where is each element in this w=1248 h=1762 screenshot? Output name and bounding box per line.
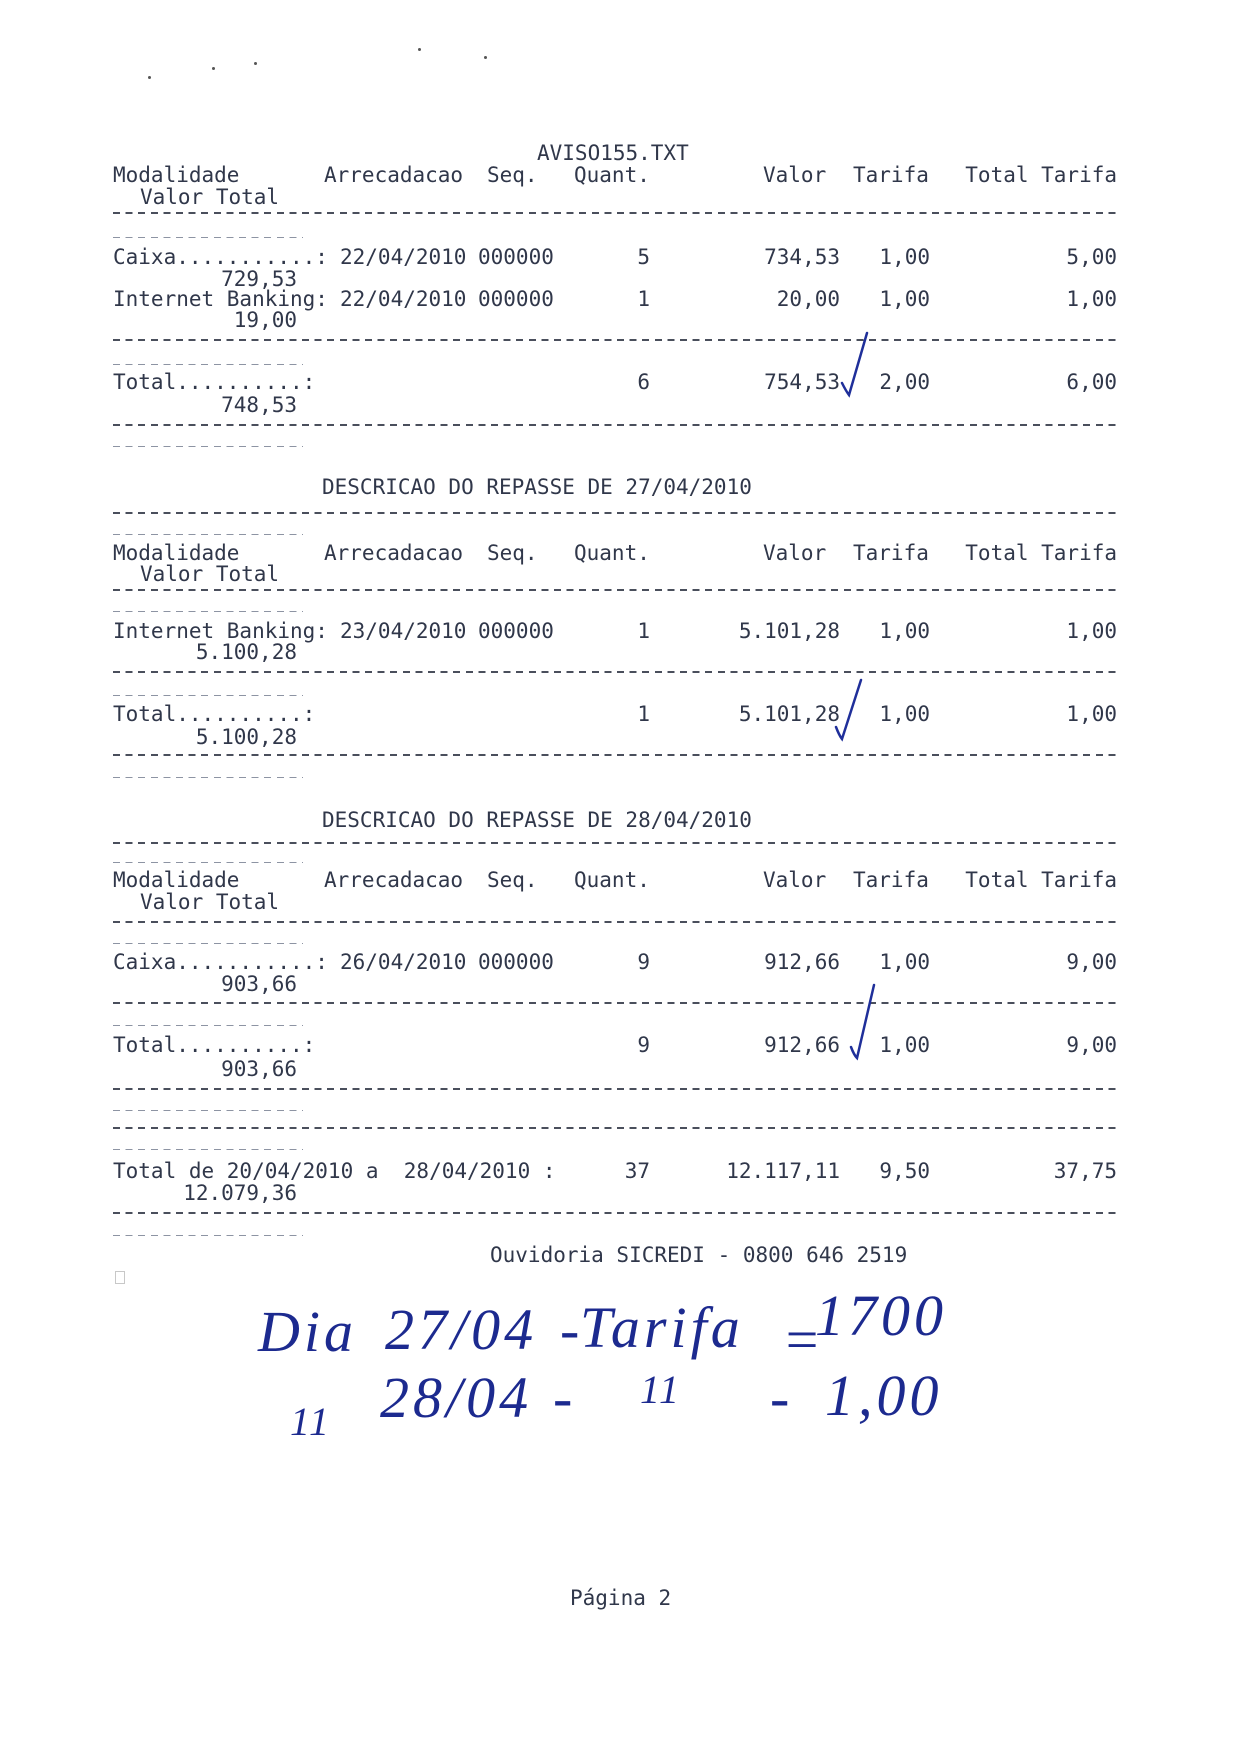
row-total-tarifa: 9,00 (1066, 950, 1117, 974)
row-tarifa: 1,00 (879, 619, 930, 643)
header-quant: Quant. (574, 868, 650, 892)
row-tarifa: 1,00 (879, 287, 930, 311)
row-quant: 1 (637, 619, 650, 643)
grand-total-valor-total: 12.079,36 (183, 1181, 297, 1205)
handwritten-word: Tarifa (580, 1295, 744, 1360)
row-modalidade: Caixa...........: (113, 245, 328, 269)
total-valor: 5.101,28 (738, 702, 840, 726)
handwritten-word: = (782, 1307, 826, 1372)
row-valor: 5.101,28 (738, 619, 840, 643)
header-valor: Valor (763, 541, 827, 565)
row-seq: 000000 (478, 619, 554, 643)
section-title: DESCRICAO DO REPASSE DE 27/04/2010 (322, 475, 752, 499)
row-quant: 9 (637, 950, 650, 974)
ouvidoria-contact: Ouvidoria SICREDI - 0800 646 2519 (490, 1243, 908, 1267)
total-valor: 912,66 (764, 1033, 840, 1057)
row-seq: 000000 (478, 287, 554, 311)
row-quant: 1 (637, 287, 650, 311)
header-quant: Quant. (574, 541, 650, 565)
row-valor-total: 5.100,28 (195, 640, 297, 664)
header-tarifa: Tarifa (853, 868, 929, 892)
total-quant: 6 (637, 370, 650, 394)
handwritten-word: Dia (258, 1299, 357, 1364)
handwritten-word: 28/04 (380, 1365, 533, 1430)
total-label: Total..........: (113, 370, 316, 394)
file-name: AVISO155.TXT (537, 141, 689, 165)
header-seq: Seq. (487, 163, 538, 187)
header-tarifa: Tarifa (853, 163, 929, 187)
header-total-tarifa: Total Tarifa (965, 163, 1117, 187)
row-total-tarifa: 5,00 (1066, 245, 1117, 269)
row-valor-total: 903,66 (221, 972, 297, 996)
section-title: DESCRICAO DO REPASSE DE 28/04/2010 (322, 808, 752, 832)
row-modalidade: Internet Banking: (113, 619, 328, 643)
row-arrecadacao: 26/04/2010 (340, 950, 467, 974)
handwritten-word: 1700 (815, 1283, 947, 1348)
row-quant: 5 (637, 245, 650, 269)
check-mark (851, 985, 874, 1058)
header-valor-total: Valor Total (140, 890, 280, 914)
row-total-tarifa: 1,00 (1066, 619, 1117, 643)
header-seq: Seq. (487, 541, 538, 565)
total-quant: 1 (637, 702, 650, 726)
row-total-tarifa: 1,00 (1066, 287, 1117, 311)
header-valor-total: Valor Total (140, 562, 280, 586)
total-tarifa: 2,00 (879, 370, 930, 394)
total-total-tarifa: 1,00 (1066, 702, 1117, 726)
header-arrecadacao: Arrecadacao (324, 868, 464, 892)
handwritten-ditto: 11 (290, 1399, 332, 1444)
row-valor: 20,00 (776, 287, 840, 311)
total-label: Total..........: (113, 1033, 316, 1057)
total-valor-total: 5.100,28 (195, 725, 297, 749)
handwritten-word: - (553, 1365, 577, 1430)
check-mark (836, 680, 861, 739)
header-arrecadacao: Arrecadacao (324, 541, 464, 565)
header-seq: Seq. (487, 868, 538, 892)
total-quant: 9 (637, 1033, 650, 1057)
row-arrecadacao: 22/04/2010 (340, 287, 467, 311)
header-modalidade: Modalidade (113, 868, 240, 892)
handwritten-word: 1,00 (825, 1363, 943, 1428)
handwritten-word: 27/04 (385, 1297, 538, 1362)
total-total-tarifa: 6,00 (1066, 370, 1117, 394)
grand-total-quant: 37 (624, 1159, 650, 1183)
total-total-tarifa: 9,00 (1066, 1033, 1117, 1057)
total-label: Total..........: (113, 702, 316, 726)
total-valor-total: 903,66 (221, 1057, 297, 1081)
page-label: Página 2 (570, 1586, 672, 1610)
handwritten-ditto: 11 (640, 1367, 682, 1412)
total-tarifa: 1,00 (879, 1033, 930, 1057)
header-total-tarifa: Total Tarifa (965, 868, 1117, 892)
row-valor: 912,66 (764, 950, 840, 974)
row-modalidade: Internet Banking: (113, 287, 328, 311)
total-valor-total: 748,53 (221, 393, 297, 417)
header-modalidade: Modalidade (113, 163, 240, 187)
handwritten-word: - (560, 1297, 584, 1362)
grand-total-total-tarifa: 37,75 (1053, 1159, 1117, 1183)
header-valor-total: Valor Total (140, 185, 280, 209)
header-modalidade: Modalidade (113, 541, 240, 565)
row-valor: 734,53 (764, 245, 840, 269)
row-valor-total: 19,00 (233, 308, 297, 332)
grand-total-label: Total de 20/04/2010 a 28/04/2010 : (113, 1159, 556, 1183)
check-mark (842, 333, 867, 395)
row-valor-total: 729,53 (221, 267, 297, 291)
total-tarifa: 1,00 (879, 702, 930, 726)
row-tarifa: 1,00 (879, 245, 930, 269)
row-seq: 000000 (478, 245, 554, 269)
total-valor: 754,53 (764, 370, 840, 394)
handwritten-word: - (770, 1365, 794, 1430)
grand-total-tarifa: 9,50 (879, 1159, 930, 1183)
header-valor: Valor (763, 163, 827, 187)
row-modalidade: Caixa...........: (113, 950, 328, 974)
header-quant: Quant. (574, 163, 650, 187)
row-seq: 000000 (478, 950, 554, 974)
header-arrecadacao: Arrecadacao (324, 163, 464, 187)
row-tarifa: 1,00 (879, 950, 930, 974)
header-tarifa: Tarifa (853, 541, 929, 565)
row-arrecadacao: 23/04/2010 (340, 619, 467, 643)
header-total-tarifa: Total Tarifa (965, 541, 1117, 565)
row-arrecadacao: 22/04/2010 (340, 245, 467, 269)
header-valor: Valor (763, 868, 827, 892)
grand-total-valor: 12.117,11 (726, 1159, 840, 1183)
